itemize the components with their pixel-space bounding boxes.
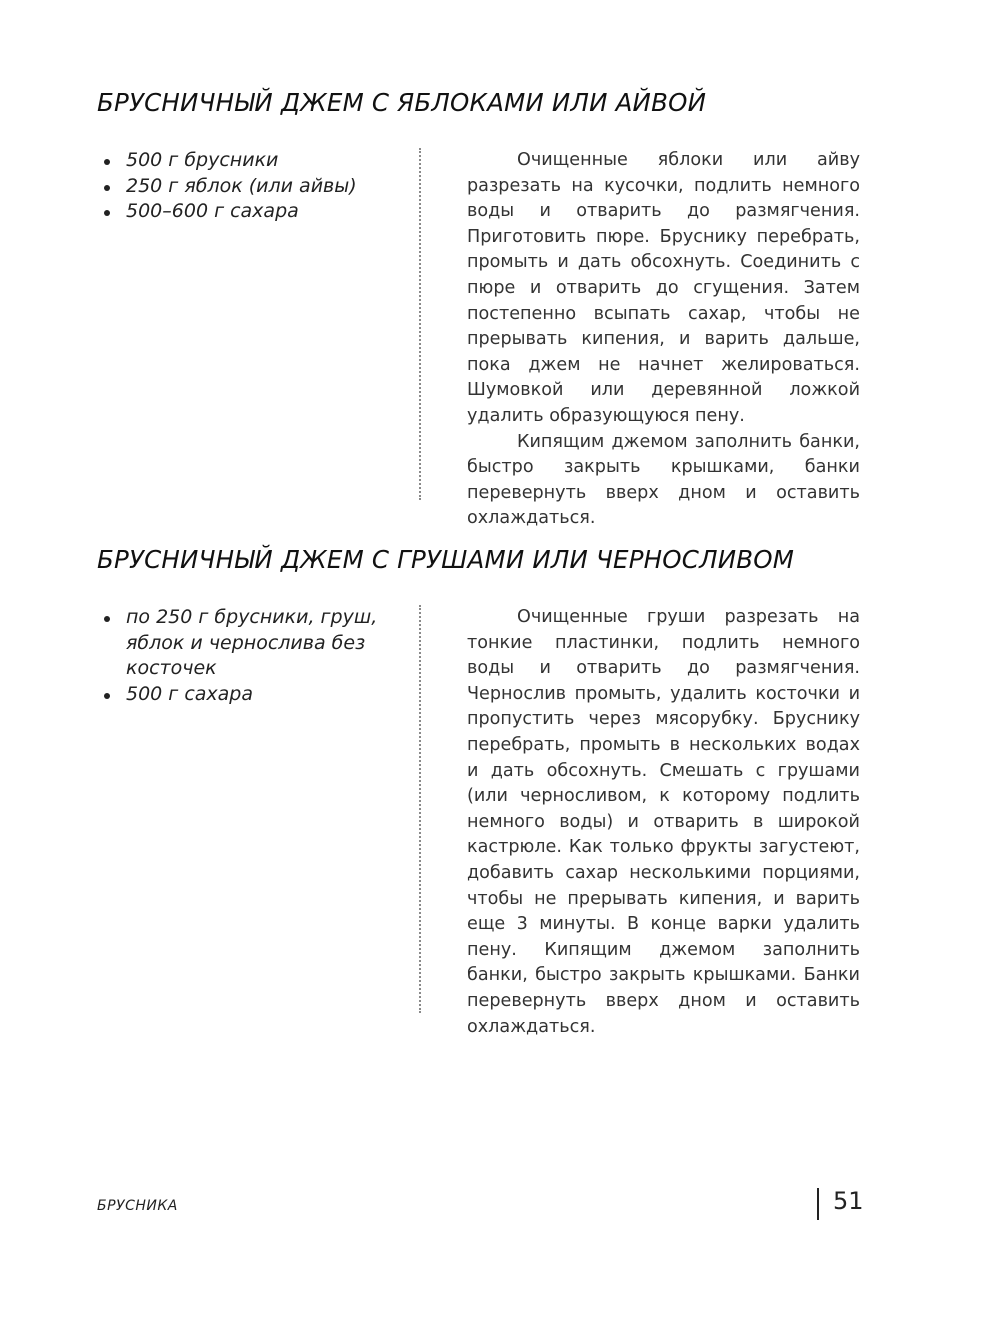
recipe-title: БРУСНИЧНЫЙ ДЖЕМ С ГРУШАМИ ИЛИ ЧЕРНОСЛИВОМ: [97, 545, 795, 574]
footer-section-name: БРУСНИКА: [97, 1198, 178, 1214]
dotted-divider: [419, 605, 421, 1013]
ingredients-list: [102, 605, 392, 707]
instruction-paragraph: Кипящим джемом заполнить банки, быстро закрыть крышками, банки перевернуть вверх дном и оставить охлаждаться.: [467, 431, 860, 529]
page-number: 51: [833, 1187, 864, 1215]
ingredients-list: [102, 148, 392, 225]
instructions: [467, 605, 860, 1040]
dotted-divider: [419, 148, 421, 500]
page-number-bar: [817, 1188, 819, 1220]
instruction-paragraph: Очищенные груши разрезать на тонкие пластинки, подлить немного воды и отварить до размягчения. Чернослив промыть, удалить косточки и пропустить через мясорубку. Бруснику перебрать, промыть в нескольких водах и дать обсохнуть. Смешать с грушами (или черносливом, к которому подлить немного воды) и отварить в широкой кастрюле. Как только фрукты загустеют, добавить сахар несколькими порциями, чтобы не прерывать кипения, и варить еще 3 минуты. В конце варки удалить пену. Кипящим джемом заполнить банки, быстро закрыть крышками. Банки перевернуть вверх дном и оставить охлаждаться.: [467, 607, 860, 1037]
ingredient-item: 250 г яблок (или айвы): [102, 174, 392, 200]
instruction-paragraph: Очищенные яблоки или айву разрезать на кусочки, подлить немного воды и отварить до размягчения. Приготовить пюре. Бруснику перебрать, промыть и дать обсохнуть. Соединить с пюре и отварить до сгущения. Затем постепенно всыпать сахар, чтобы не прерывать кипения, и варить дальше, пока джем не начнет желироваться. Шумовкой или деревянной ложкой удалить образующуюся пену.: [467, 150, 860, 426]
ingredient-item: 500 г сахара: [102, 682, 392, 708]
ingredient-item: 500–600 г сахара: [102, 199, 392, 225]
instructions: [467, 148, 860, 532]
recipe-lingonberry-apple-quince: [97, 88, 867, 529]
recipe-title: БРУСНИЧНЫЙ ДЖЕМ С ЯБЛОКАМИ ИЛИ АЙВОЙ: [97, 88, 707, 117]
ingredient-item: по 250 г брусники, груш, яблок и чернослива без косточек: [102, 605, 392, 682]
recipe-lingonberry-pear-prune: [97, 545, 867, 1037]
ingredient-item: 500 г брусники: [102, 148, 392, 174]
